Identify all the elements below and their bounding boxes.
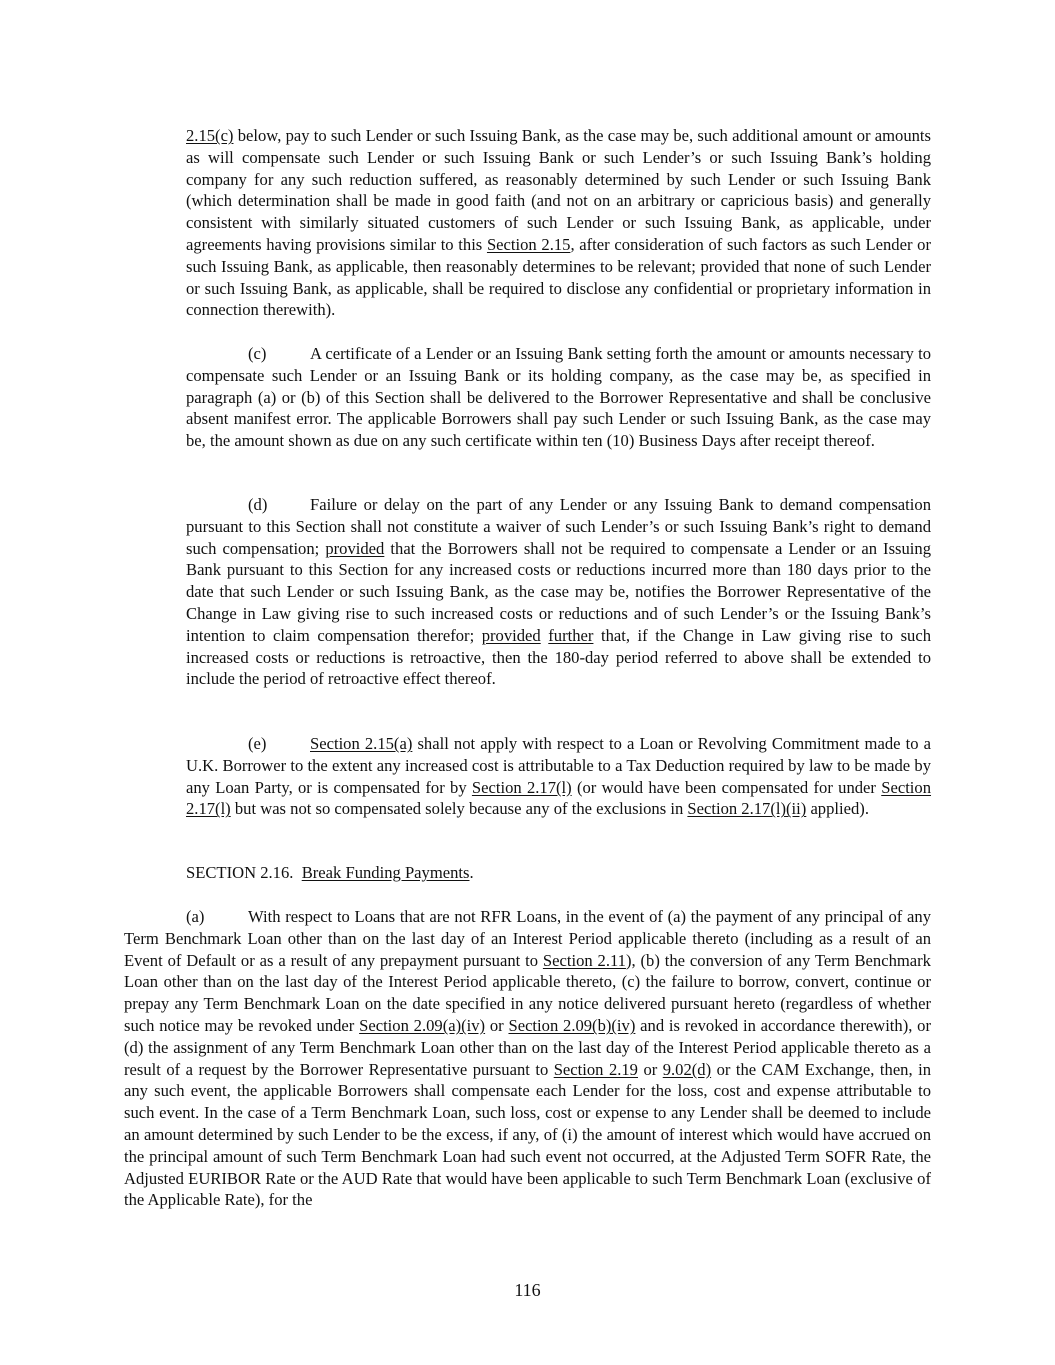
paragraph-2-16-a: (a) With respect to Loans that are not RFR Loans, in the event of (a) the payment of any principal of any Term Benchmark Loan other than on the last day of an Interest Period applicable thereto (including as a result of an Event of Default or as a result of any prepayment pursuant to Section 2.11), (b) the conversion of any Term Benchmark Loan other than on the last day of the Interest Period applicable thereto, (c) the failure to borrow, convert, continue or prepay any Term Benchmark Loan on the date specified in any notice delivered pursuant hereto (regardless of whether such notice may be revoked under Section 2.09(a)(iv) or Section 2.09(b)(iv) and is revoked in accordance therewith), or (d) the assignment of any Term Benchmark Loan other than on the last day of the Interest Period applicable thereto as a result of a request by the Borrower Representative pursuant to Section 2.19 or 9.02(d) or the CAM Exchange, then, in any such event, the applicable Borrowers shall compensate each Lender for the loss, cost and expense attributable to such event. In the case of a Term Benchmark Loan, such loss, cost or expense to any Lender shall be deemed to include an amount determined by such Lender to be the excess, if any, of (i) the amount of interest which would have accrued on the principal amount of such Term Benchmark Loan had such event not occurred, at the Adjusted Term SOFR Rate, the Adjusted EURIBOR Rate or the AUD Rate that would have been applicable to such Term Benchmark Loan (exclusive of the Applicable Rate), for the xyxy=(124,907,931,1210)
section-ref-link: Section 2.15 xyxy=(486,234,571,254)
section-ref-link: Section 2.09(a)(iv) xyxy=(359,1015,486,1035)
paragraph-e: (e) Section 2.15(a) shall not apply with respect to a Loan or Revolving Commitment made to a U.K. Borrower to the extent any increased cost is attributable to a Tax Deduction required by law to be made by any Loan Party, or is compensated for by Section 2.17(l) (or would have been compensated for under Section 2.17(l) but was not so compensated solely because any of the exclusions in Section 2.17(l)(ii) applied). xyxy=(186,734,932,819)
paragraph-label: (e) xyxy=(248,734,267,753)
section-ref-link: Section 2.11 xyxy=(542,950,626,970)
section-ref-link: Section 2.17(l) xyxy=(471,777,572,797)
section-ref-link: 9.02(d) xyxy=(662,1059,712,1079)
paragraph-c: (c) A certificate of a Lender or an Issuing Bank setting forth the amount or amounts necessary to compensate such Lender or an Issuing Bank or its holding company, as the case may be, as specified in paragraph (a) or (b) of this Section shall be delivered to the Borrower Representative and shall be conclusive absent manifest error. The applicable Borrowers shall pay such Lender or such Issuing Bank, as the case may be, the amount shown as due on any such certificate within ten (10) Business Days after receipt thereof. xyxy=(186,344,931,451)
paragraph-label: (a) xyxy=(186,907,205,926)
page-number: 116 xyxy=(514,1280,541,1300)
section-ref-link: 2.15(c) xyxy=(186,126,234,145)
paragraph-label: (d) xyxy=(248,495,268,514)
section-title: Break Funding Payments xyxy=(301,863,470,882)
section-ref-link: Section 2.17(l)(ii) xyxy=(687,799,807,819)
section-ref-link: Section 2.19 xyxy=(553,1059,638,1079)
section-ref-link: Section 2.17(l) xyxy=(186,777,932,819)
paragraph-b-continuation: 2.15(c) below, pay to such Lender or such Issuing Bank, as the case may be, such additional amount or amounts as will compensate such Lender or such Issuing Bank or such Lender’s or such Issuing Bank’s holding company for any such reduction suffered, as reasonably determined by such Lender or such Issuing Bank (which determination shall be made in good faith (and not on an arbitrary or capricious basis) and generally consistent with similarly situated customers of such Lender or such Issuing Bank, as applicable, under agreements having provisions similar to this Section 2.15, after consideration of such factors as such Lender or such Issuing Bank, as applicable, then reasonably determines to be relevant; provided that none of such Lender or such Issuing Bank, as applicable, shall be required to disclose any confidential or proprietary information in connection therewith). xyxy=(186,126,931,320)
section-heading: SECTION 2.16. Break Funding Payments. xyxy=(186,863,474,882)
section-ref-link: Section 2.15(a) xyxy=(310,734,413,753)
paragraph-d: (d) Failure or delay on the part of any Lender or any Issuing Bank to demand compensation pursuant to this Section shall not constitute a waiver of such Lender’s or such Issuing Bank’s right to demand such compensation; provided that the Borrowers shall not be required to compensate a Lender or an Issuing Bank pursuant to this Section for any increased costs or reductions incurred more than 180 days prior to the date that such Lender or such Issuing Bank, as the case may be, notifies the Borrower Representative of the Change in Law giving rise to such increased costs or reductions and of such Lender’s or the Issuing Bank’s intention to claim compensation therefor; provided further that, if the Change in Law giving rise to such increased costs or reductions is retroactive, then the 180-day period referred to above shall be extended to include the period of retroactive effect thereof. xyxy=(186,495,932,689)
paragraph-label: (c) xyxy=(248,344,267,363)
section-ref-link: Section 2.09(b)(iv) xyxy=(508,1015,636,1035)
